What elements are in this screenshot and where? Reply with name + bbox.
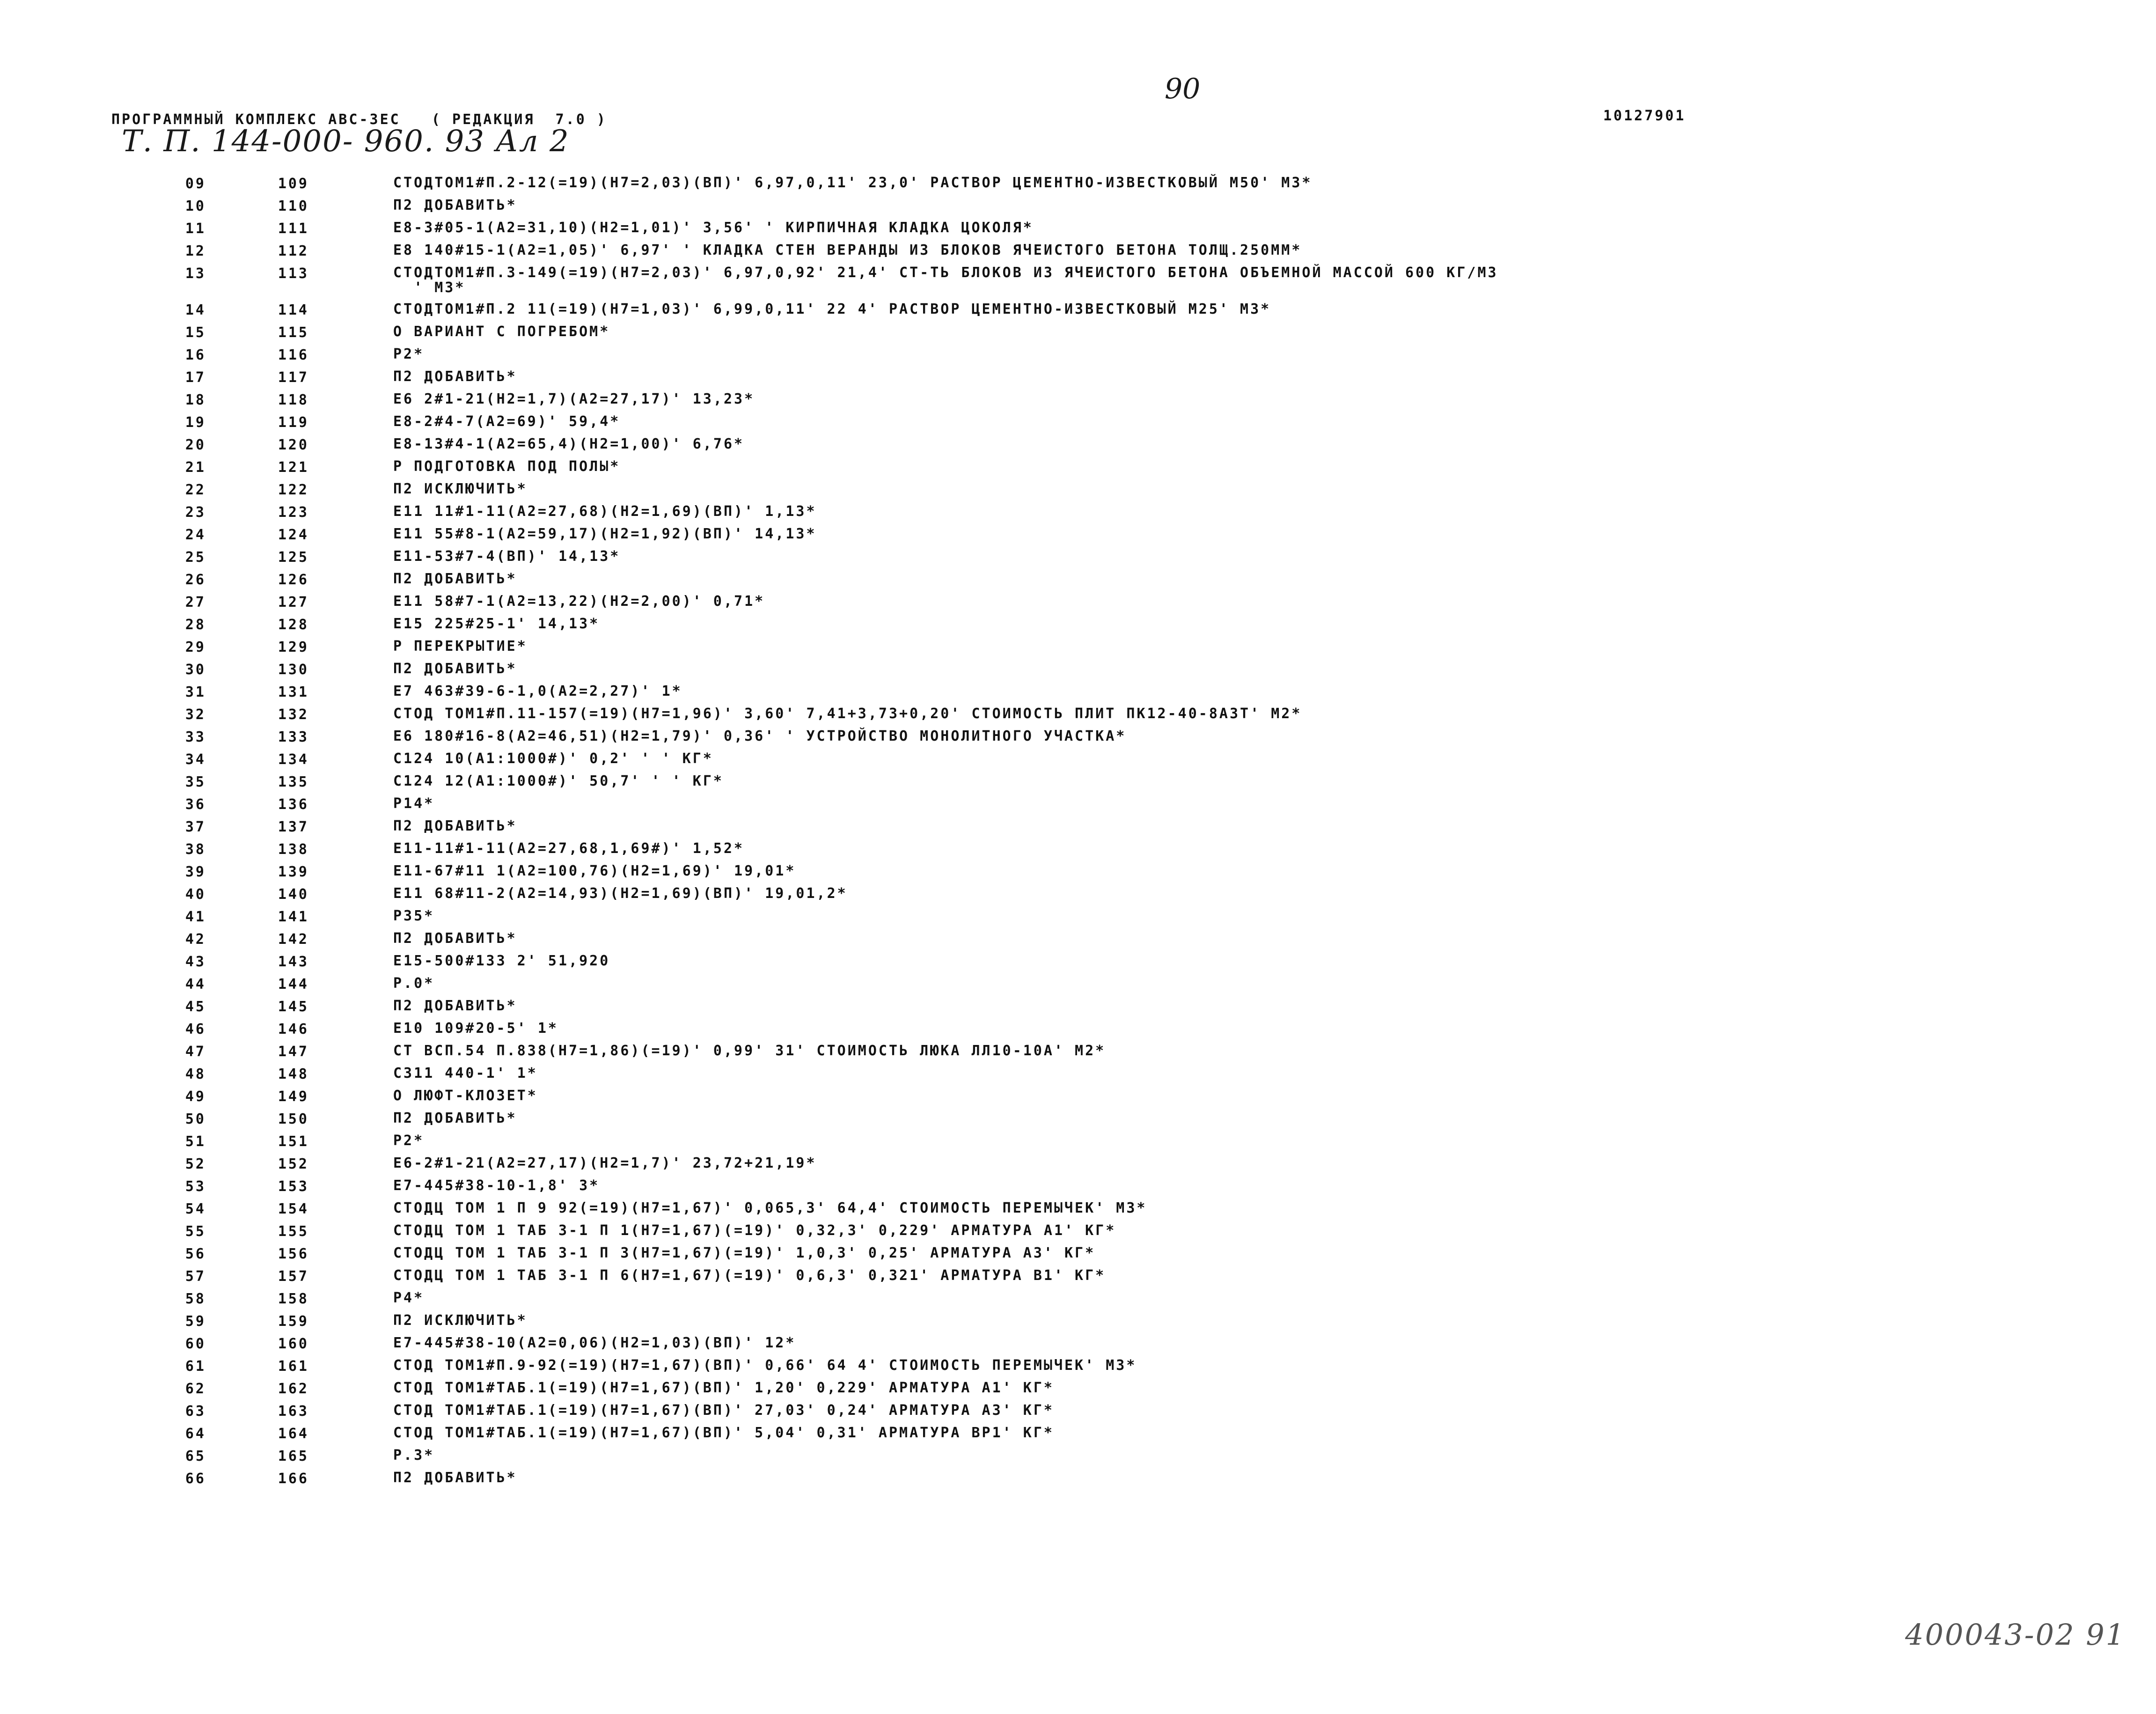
statement-text: Р ПОДГОТОВКА ПОД ПОЛЫ* (393, 458, 621, 475)
statement-number: 127 (278, 594, 309, 611)
statement-text: СТОД ТОМ1#ТАБ.1(=19)(Н7=1,67)(ВП)' 5,04' 0,31' АРМАТУРА ВР1' КГ* (393, 1425, 1054, 1441)
statement-number: 165 (278, 1448, 309, 1464)
statement-number: 159 (278, 1313, 309, 1330)
line-number: 35 (185, 774, 206, 790)
statement-number: 147 (278, 1044, 309, 1060)
statement-number: 114 (278, 302, 309, 318)
listing-row (0, 414, 2156, 437)
line-number: 46 (185, 1021, 206, 1037)
statement-text: П2 ДОБАВИТЬ* (393, 998, 517, 1014)
listing-row (0, 1291, 2156, 1313)
statement-text: СТОДТОМ1#П.2 11(=19)(Н7=1,03)' 6,99,0,11' 22 4' РАСТВОР ЦЕМЕНТНО-ИЗВЕСТКОВЫЙ М25' М3* (393, 301, 1271, 317)
listing-row (0, 1381, 2156, 1403)
statement-text: Р14* (393, 795, 435, 812)
line-number: 50 (185, 1111, 206, 1127)
line-number: 44 (185, 976, 206, 993)
program-title: ПРОГРАММНЫЙ КОМПЛЕКС АВС-3ЕС ( РЕДАКЦИЯ 7.0 ) (111, 111, 607, 128)
line-number: 62 (185, 1381, 206, 1397)
handwritten-doc-code: Т. П. 144-000- 960. 93 Ал 2 (122, 124, 570, 159)
line-number: 65 (185, 1448, 206, 1464)
line-number: 41 (185, 909, 206, 925)
listing-row (0, 1313, 2156, 1336)
statement-text: Р.3* (393, 1447, 435, 1464)
statement-text: Е11 58#7-1(А2=13,22)(Н2=2,00)' 0,71* (393, 593, 765, 610)
statement-number: 112 (278, 243, 309, 259)
line-number: 63 (185, 1403, 206, 1420)
statement-number: 146 (278, 1021, 309, 1037)
statement-text: Е7-445#38-10(А2=0,06)(Н2=1,03)(ВП)' 12* (393, 1335, 796, 1351)
statement-text: Е11-11#1-11(А2=27,68,1,69#)' 1,52* (393, 840, 745, 857)
statement-number: 154 (278, 1201, 309, 1217)
listing-row (0, 684, 2156, 706)
statement-number: 151 (278, 1133, 309, 1150)
line-number: 25 (185, 549, 206, 566)
statement-number: 157 (278, 1268, 309, 1285)
listing-row (0, 1156, 2156, 1178)
statement-text: Е7 463#39-6-1,0(А2=2,27)' 1* (393, 683, 682, 699)
statement-text: Е10 109#20-5' 1* (393, 1020, 558, 1037)
line-number: 24 (185, 527, 206, 543)
listing-row (0, 527, 2156, 549)
line-number: 09 (185, 176, 206, 192)
statement-text: Р.0* (393, 975, 435, 992)
line-number: 13 (185, 265, 206, 282)
statement-number: 141 (278, 909, 309, 925)
statement-number: 150 (278, 1111, 309, 1127)
statement-number: 117 (278, 369, 309, 386)
listing-row (0, 1336, 2156, 1358)
statement-text: Е6-2#1-21(А2=27,17)(Н2=1,7)' 23,72+21,19* (393, 1155, 817, 1171)
listing-row (0, 176, 2156, 198)
listing-row (0, 841, 2156, 864)
line-number: 34 (185, 751, 206, 768)
statement-text: СТОД ТОМ1#ТАБ.1(=19)(Н7=1,67)(ВП)' 27,03' 0,24' АРМАТУРА А3' КГ* (393, 1402, 1054, 1419)
statement-text: П2 ДОБАВИТЬ* (393, 368, 517, 385)
listing-row (0, 976, 2156, 999)
listing-row (0, 302, 2156, 324)
statement-text: СТОДЦ ТОМ 1 ТАБ 3-1 П 3(Н7=1,67)(=19)' 1,0,3' 0,25' АРМАТУРА А3' КГ* (393, 1245, 1096, 1261)
listing-row (0, 482, 2156, 504)
statement-number: 123 (278, 504, 309, 521)
statement-number: 129 (278, 639, 309, 655)
statement-text: П2 ДОБАВИТЬ* (393, 1110, 517, 1126)
statement-number: 118 (278, 392, 309, 408)
listing-row (0, 1471, 2156, 1493)
statement-text: СТОД ТОМ1#П.9-92(=19)(Н7=1,67)(ВП)' 0,66' 64 4' СТОИМОСТЬ ПЕРЕМЫЧЕК' М3* (393, 1357, 1137, 1374)
statement-number: 152 (278, 1156, 309, 1172)
line-number: 53 (185, 1178, 206, 1195)
line-number: 64 (185, 1426, 206, 1442)
statement-number: 121 (278, 459, 309, 476)
statement-number: 110 (278, 198, 309, 214)
line-number: 27 (185, 594, 206, 611)
listing-row (0, 369, 2156, 392)
listing-row (0, 1044, 2156, 1066)
line-number: 21 (185, 459, 206, 476)
line-number: 39 (185, 864, 206, 880)
footer-code: 400043-02 91 (1905, 1618, 2126, 1652)
statement-number: 109 (278, 176, 309, 192)
statement-number: 137 (278, 819, 309, 835)
statement-text: Е11 55#8-1(А2=59,17)(Н2=1,92)(ВП)' 14,13* (393, 526, 817, 542)
line-number: 47 (185, 1044, 206, 1060)
line-number: 19 (185, 414, 206, 431)
statement-number: 116 (278, 347, 309, 363)
statement-text: О ЛЮФТ-КЛОЗЕТ* (393, 1088, 538, 1104)
line-number: 17 (185, 369, 206, 386)
listing-row (0, 243, 2156, 265)
statement-text: Е11 11#1-11(А2=27,68)(Н2=1,69)(ВП)' 1,13* (393, 503, 817, 520)
statement-number: 133 (278, 729, 309, 745)
listing-row (0, 1358, 2156, 1381)
statement-text: СТОДТОМ1#П.2-12(=19)(Н7=2,03)(ВП)' 6,97,0,11' 23,0' РАСТВОР ЦЕМЕНТНО-ИЗВЕСТКОВЫЙ М50' М3* (393, 175, 1313, 191)
listing-row (0, 265, 2156, 302)
listing-row (0, 1448, 2156, 1471)
statement-number: 161 (278, 1358, 309, 1375)
line-number: 60 (185, 1336, 206, 1352)
line-number: 43 (185, 954, 206, 970)
statement-number: 153 (278, 1178, 309, 1195)
statement-text: П2 ДОБАВИТЬ* (393, 197, 517, 213)
listing-row (0, 774, 2156, 796)
statement-number: 119 (278, 414, 309, 431)
line-number: 42 (185, 931, 206, 948)
listing-row (0, 324, 2156, 347)
statement-text: П2 ДОБАВИТЬ* (393, 661, 517, 677)
statement-text: СТОД ТОМ1#П.11-157(=19)(Н7=1,96)' 3,60' 7,41+3,73+0,20' СТОИМОСТЬ ПЛИТ ПК12-40-8АЗТ' М2* (393, 706, 1302, 722)
line-number: 32 (185, 706, 206, 723)
statement-number: 166 (278, 1471, 309, 1487)
statement-number: 124 (278, 527, 309, 543)
statement-text: С124 10(А1:1000#)' 0,2' ' ' КГ* (393, 750, 713, 767)
statement-text: Р ПЕРЕКРЫТИЕ* (393, 638, 528, 655)
statement-number: 144 (278, 976, 309, 993)
statement-text: Е7-445#38-10-1,8' 3* (393, 1177, 600, 1194)
statement-text: СТ ВСП.54 П.838(Н7=1,86)(=19)' 0,99' 31' СТОИМОСТЬ ЛЮКА ЛЛ10-10А' М2* (393, 1043, 1106, 1059)
statement-text: Е8-3#05-1(А2=31,10)(Н2=1,01)' 3,56' ' КИРПИЧНАЯ КЛАДКА ЦОКОЛЯ* (393, 220, 1034, 236)
statement-text: С124 12(А1:1000#)' 50,7' ' ' КГ* (393, 773, 724, 789)
line-number: 49 (185, 1089, 206, 1105)
line-number: 36 (185, 796, 206, 813)
statement-number: 126 (278, 572, 309, 588)
line-number: 38 (185, 841, 206, 858)
listing-row (0, 1426, 2156, 1448)
statement-number: 148 (278, 1066, 309, 1082)
line-number: 11 (185, 221, 206, 237)
statement-text: П2 ИСКЛЮЧИТЬ* (393, 1312, 528, 1329)
statement-number: 138 (278, 841, 309, 858)
statement-number: 134 (278, 751, 309, 768)
statement-number: 145 (278, 999, 309, 1015)
line-number: 23 (185, 504, 206, 521)
listing-row (0, 347, 2156, 369)
statement-text: П2 ДОБАВИТЬ* (393, 818, 517, 834)
listing-row (0, 1089, 2156, 1111)
statement-number: 115 (278, 324, 309, 341)
line-number: 15 (185, 324, 206, 341)
listing-row (0, 504, 2156, 527)
line-number: 26 (185, 572, 206, 588)
statement-number: 130 (278, 662, 309, 678)
line-number: 30 (185, 662, 206, 678)
document-number: 10127901 (1603, 108, 1686, 124)
listing-row (0, 886, 2156, 909)
statement-number: 131 (278, 684, 309, 700)
statement-text: Р35* (393, 908, 435, 924)
statement-number: 113 (278, 265, 309, 282)
line-number: 48 (185, 1066, 206, 1082)
line-number: 31 (185, 684, 206, 700)
listing-row (0, 594, 2156, 617)
line-number: 54 (185, 1201, 206, 1217)
listing-row (0, 729, 2156, 751)
statement-number: 149 (278, 1089, 309, 1105)
statement-number: 163 (278, 1403, 309, 1420)
line-number: 56 (185, 1246, 206, 1262)
statement-number: 143 (278, 954, 309, 970)
listing-row (0, 864, 2156, 886)
statement-number: 140 (278, 886, 309, 903)
line-number: 58 (185, 1291, 206, 1307)
statement-text: С311 440-1' 1* (393, 1065, 538, 1081)
statement-text: СТОДЦ ТОМ 1 ТАБ 3-1 П 6(Н7=1,67)(=19)' 0,6,3' 0,321' АРМАТУРА В1' КГ* (393, 1267, 1106, 1284)
listing-row (0, 1201, 2156, 1223)
line-number: 10 (185, 198, 206, 214)
listing-row (0, 819, 2156, 841)
statement-text: Е6 180#16-8(А2=46,51)(Н2=1,79)' 0,36' ' УСТРОЙСТВО МОНОЛИТНОГО УЧАСТКА* (393, 728, 1127, 744)
listing-row (0, 1223, 2156, 1246)
line-number: 55 (185, 1223, 206, 1240)
listing-row (0, 549, 2156, 572)
statement-number: 132 (278, 706, 309, 723)
listing-row (0, 221, 2156, 243)
statement-text: Е8-13#4-1(А2=65,4)(Н2=1,00)' 6,76* (393, 436, 745, 452)
statement-text: Е11-53#7-4(ВП)' 14,13* (393, 548, 621, 565)
statement-text: Е15 225#25-1' 14,13* (393, 616, 600, 632)
statement-number: 142 (278, 931, 309, 948)
statement-text: Е6 2#1-21(Н2=1,7)(А2=27,17)' 13,23* (393, 391, 755, 407)
listing-row (0, 931, 2156, 954)
statement-number: 160 (278, 1336, 309, 1352)
listing-row (0, 1111, 2156, 1133)
listing-row (0, 572, 2156, 594)
listing-row (0, 1066, 2156, 1089)
statement-text: П2 ДОБАВИТЬ* (393, 930, 517, 947)
statement-number: 162 (278, 1381, 309, 1397)
statement-text: СТОДЦ ТОМ 1 ТАБ 3-1 П 1(Н7=1,67)(=19)' 0,32,3' 0,229' АРМАТУРА А1' КГ* (393, 1222, 1116, 1239)
line-number: 33 (185, 729, 206, 745)
line-number: 52 (185, 1156, 206, 1172)
listing-row (0, 1021, 2156, 1044)
line-number: 61 (185, 1358, 206, 1375)
statement-text: СТОДТОМ1#П.3-149(=19)(Н7=2,03)' 6,97,0,92' 21,4' СТ-ТЬ БЛОКОВ ИЗ ЯЧЕИСТОГО БЕТОНА ОБЪЕМНОЙ МАССОЙ 600 КГ/М3 ' М3* (393, 265, 1498, 296)
listing-row (0, 909, 2156, 931)
statement-text: Е11 68#11-2(А2=14,93)(Н2=1,69)(ВП)' 19,01,2* (393, 885, 848, 902)
listing-row (0, 639, 2156, 662)
listing-row (0, 1268, 2156, 1291)
statement-text: П2 ДОБАВИТЬ* (393, 1470, 517, 1486)
line-number: 22 (185, 482, 206, 498)
page-number: 90 (1165, 73, 1201, 105)
statement-number: 164 (278, 1426, 309, 1442)
line-number: 45 (185, 999, 206, 1015)
line-number: 40 (185, 886, 206, 903)
program-listing (0, 176, 2156, 1493)
line-number: 66 (185, 1471, 206, 1487)
statement-text: Р2* (393, 346, 425, 362)
statement-text: Е8-2#4-7(А2=69)' 59,4* (393, 413, 621, 430)
listing-row (0, 198, 2156, 221)
line-number: 16 (185, 347, 206, 363)
listing-row (0, 1133, 2156, 1156)
statement-text: СТОД ТОМ1#ТАБ.1(=19)(Н7=1,67)(ВП)' 1,20' 0,229' АРМАТУРА А1' КГ* (393, 1380, 1054, 1396)
line-number: 18 (185, 392, 206, 408)
listing-row (0, 662, 2156, 684)
line-number: 20 (185, 437, 206, 453)
listing-row (0, 751, 2156, 774)
statement-number: 136 (278, 796, 309, 813)
listing-row (0, 706, 2156, 729)
listing-row (0, 1178, 2156, 1201)
statement-number: 135 (278, 774, 309, 790)
line-number: 57 (185, 1268, 206, 1285)
line-number: 59 (185, 1313, 206, 1330)
line-number: 28 (185, 617, 206, 633)
line-number: 29 (185, 639, 206, 655)
statement-text: Р2* (393, 1133, 425, 1149)
statement-text: П2 ДОБАВИТЬ* (393, 571, 517, 587)
statement-number: 158 (278, 1291, 309, 1307)
statement-text: Е15-500#133 2' 51,920 (393, 953, 610, 969)
listing-row (0, 1403, 2156, 1426)
statement-number: 128 (278, 617, 309, 633)
statement-text: Р4* (393, 1290, 425, 1306)
listing-row (0, 999, 2156, 1021)
statement-number: 120 (278, 437, 309, 453)
statement-text: СТОДЦ ТОМ 1 П 9 92(=19)(Н7=1,67)' 0,065,3' 64,4' СТОИМОСТЬ ПЕРЕМЫЧЕК' М3* (393, 1200, 1147, 1216)
listing-row (0, 437, 2156, 459)
statement-number: 156 (278, 1246, 309, 1262)
line-number: 12 (185, 243, 206, 259)
statement-number: 122 (278, 482, 309, 498)
listing-row (0, 954, 2156, 976)
line-number: 37 (185, 819, 206, 835)
statement-number: 125 (278, 549, 309, 566)
listing-row (0, 459, 2156, 482)
listing-row (0, 617, 2156, 639)
statement-number: 111 (278, 221, 309, 237)
statement-number: 155 (278, 1223, 309, 1240)
listing-row (0, 1246, 2156, 1268)
listing-row (0, 392, 2156, 414)
statement-text: О ВАРИАНТ С ПОГРЕБОМ* (393, 324, 610, 340)
statement-text: П2 ИСКЛЮЧИТЬ* (393, 481, 528, 497)
listing-row (0, 796, 2156, 819)
line-number: 14 (185, 302, 206, 318)
statement-number: 139 (278, 864, 309, 880)
statement-text: Е8 140#15-1(А2=1,05)' 6,97' ' КЛАДКА СТЕН ВЕРАНДЫ ИЗ БЛОКОВ ЯЧЕИСТОГО БЕТОНА ТОЛЩ.250ММ* (393, 242, 1302, 258)
statement-text: Е11-67#11 1(А2=100,76)(Н2=1,69)' 19,01* (393, 863, 796, 879)
line-number: 51 (185, 1133, 206, 1150)
